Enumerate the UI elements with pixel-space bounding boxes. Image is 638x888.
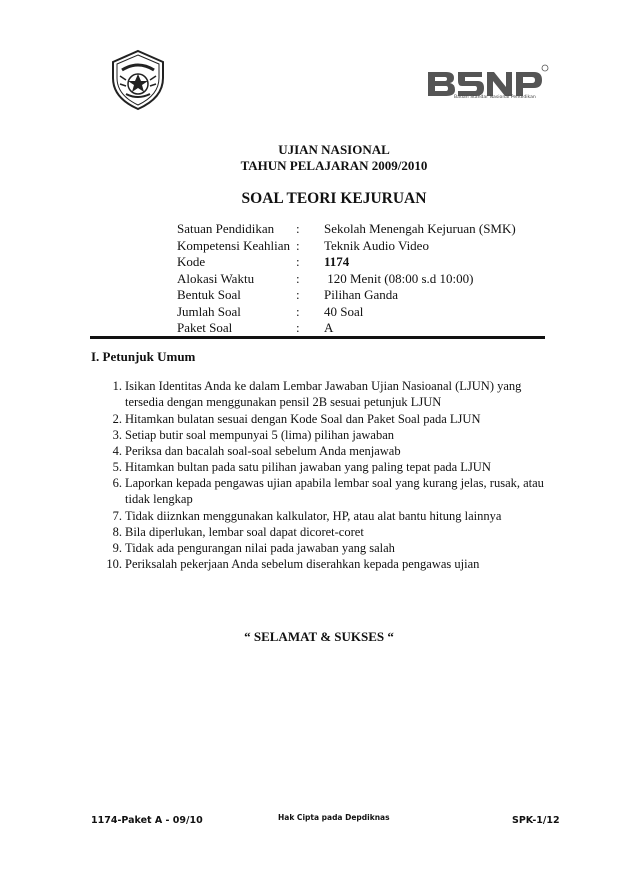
exam-title-line1: UJIAN NASIONAL (278, 142, 390, 157)
instruction-number: 1. (112, 379, 122, 393)
info-row (177, 287, 516, 304)
instruction-number: 7. (112, 509, 122, 523)
info-label: Bentuk Soal (177, 287, 241, 302)
exam-title-line2: TAHUN PELAJARAN 2009/2010 (240, 158, 428, 173)
bsnp-logo (424, 64, 550, 106)
instruction-number: 8. (112, 525, 122, 539)
section-title: I. Petunjuk Umum (91, 349, 196, 364)
info-row (177, 304, 516, 321)
info-value: A (324, 320, 334, 335)
info-value-code: 1174 (324, 254, 350, 269)
instruction-text: Periksalah pekerjaan Anda sebelum diserahkan kepada pengawas ujian (125, 557, 480, 571)
info-value: Teknik Audio Video (324, 237, 429, 253)
info-table (177, 221, 516, 337)
info-row (177, 320, 516, 337)
info-label: Satuan Pendidikan (177, 221, 275, 236)
info-separator: : (296, 254, 300, 269)
info-value: 40 Soal (324, 303, 364, 319)
info-separator: : (296, 287, 300, 302)
info-label: Paket Soal (177, 320, 233, 335)
closing-motto: “ SELAMAT & SUKSES “ (244, 629, 394, 644)
footer-code: 1174-Paket A - 09/10 (91, 815, 203, 826)
instruction-text: Tidak ada pengurangan nilai pada jawaban yang salah (125, 541, 395, 555)
info-row (177, 254, 516, 271)
instruction-text: tidak lengkap (125, 492, 193, 507)
info-value: Sekolah Menengah Kejuruan (SMK) (324, 221, 516, 236)
info-label: Kode (177, 254, 206, 269)
info-label: Jumlah Soal (177, 303, 241, 319)
info-value: 120 Menit (08:00 s.d 10:00) (324, 270, 474, 286)
info-value: Pilihan Ganda (324, 287, 399, 302)
bsnp-tagline: Badan Standar Nasional Pendidikan (454, 95, 536, 100)
instruction-text: Tidak diiznkan menggunakan kalkulator, HP, atau alat bantu hitung lainnya (125, 509, 502, 523)
instruction-number: 10. (106, 557, 122, 571)
tut-wuri-handayani-emblem (106, 48, 170, 112)
instruction-number: 4. (112, 444, 122, 458)
instruction-text: Hitamkan bulatan sesuai dengan Kode Soal dan Paket Soal pada LJUN (125, 412, 481, 426)
instruction-text: Periksa dan bacalah soal-soal sebelum Anda menjawab (125, 444, 401, 458)
instruction-text: Isikan Identitas Anda ke dalam Lembar Jawaban Ujian Nasioanal (LJUN) yang (125, 379, 522, 393)
instruction-text: Laporkan kepada pengawas ujian apabila lembar soal yang kurang jelas, rusak, atau (125, 476, 544, 490)
info-row (177, 221, 516, 238)
footer-page-number: SPK-1/12 (512, 815, 560, 826)
instruction-number: 6. (112, 476, 122, 490)
instruction-text: Hitamkan bultan pada satu pilihan jawaban yang paling tepat pada LJUN (125, 460, 491, 474)
info-separator: : (296, 221, 300, 236)
info-label: Alokasi Waktu (177, 270, 255, 286)
instruction-text: tersedia dengan menggunakan pensil 2B sesuai petunjuk LJUN (125, 395, 442, 410)
instruction-number: 3. (112, 428, 122, 442)
document-title: SOAL TEORI KEJURUAN (241, 190, 427, 207)
info-separator: : (296, 237, 300, 253)
instruction-number: 2. (112, 412, 122, 426)
footer-copyright: Hak Cipta pada Depdiknas (278, 813, 390, 822)
info-row (177, 238, 516, 255)
instruction-number: 9. (112, 541, 122, 555)
info-separator: : (296, 320, 300, 335)
instruction-text: Setiap butir soal mempunyai 5 (lima) pilihan jawaban (125, 428, 395, 442)
info-separator: : (296, 303, 300, 319)
info-label: Kompetensi Keahlian (177, 237, 290, 253)
instruction-text: Bila diperlukan, lembar soal dapat dicoret-coret (125, 525, 364, 539)
instruction-number: 5. (112, 460, 122, 474)
info-row (177, 271, 516, 288)
info-separator: : (296, 270, 300, 286)
horizontal-rule (90, 336, 545, 339)
